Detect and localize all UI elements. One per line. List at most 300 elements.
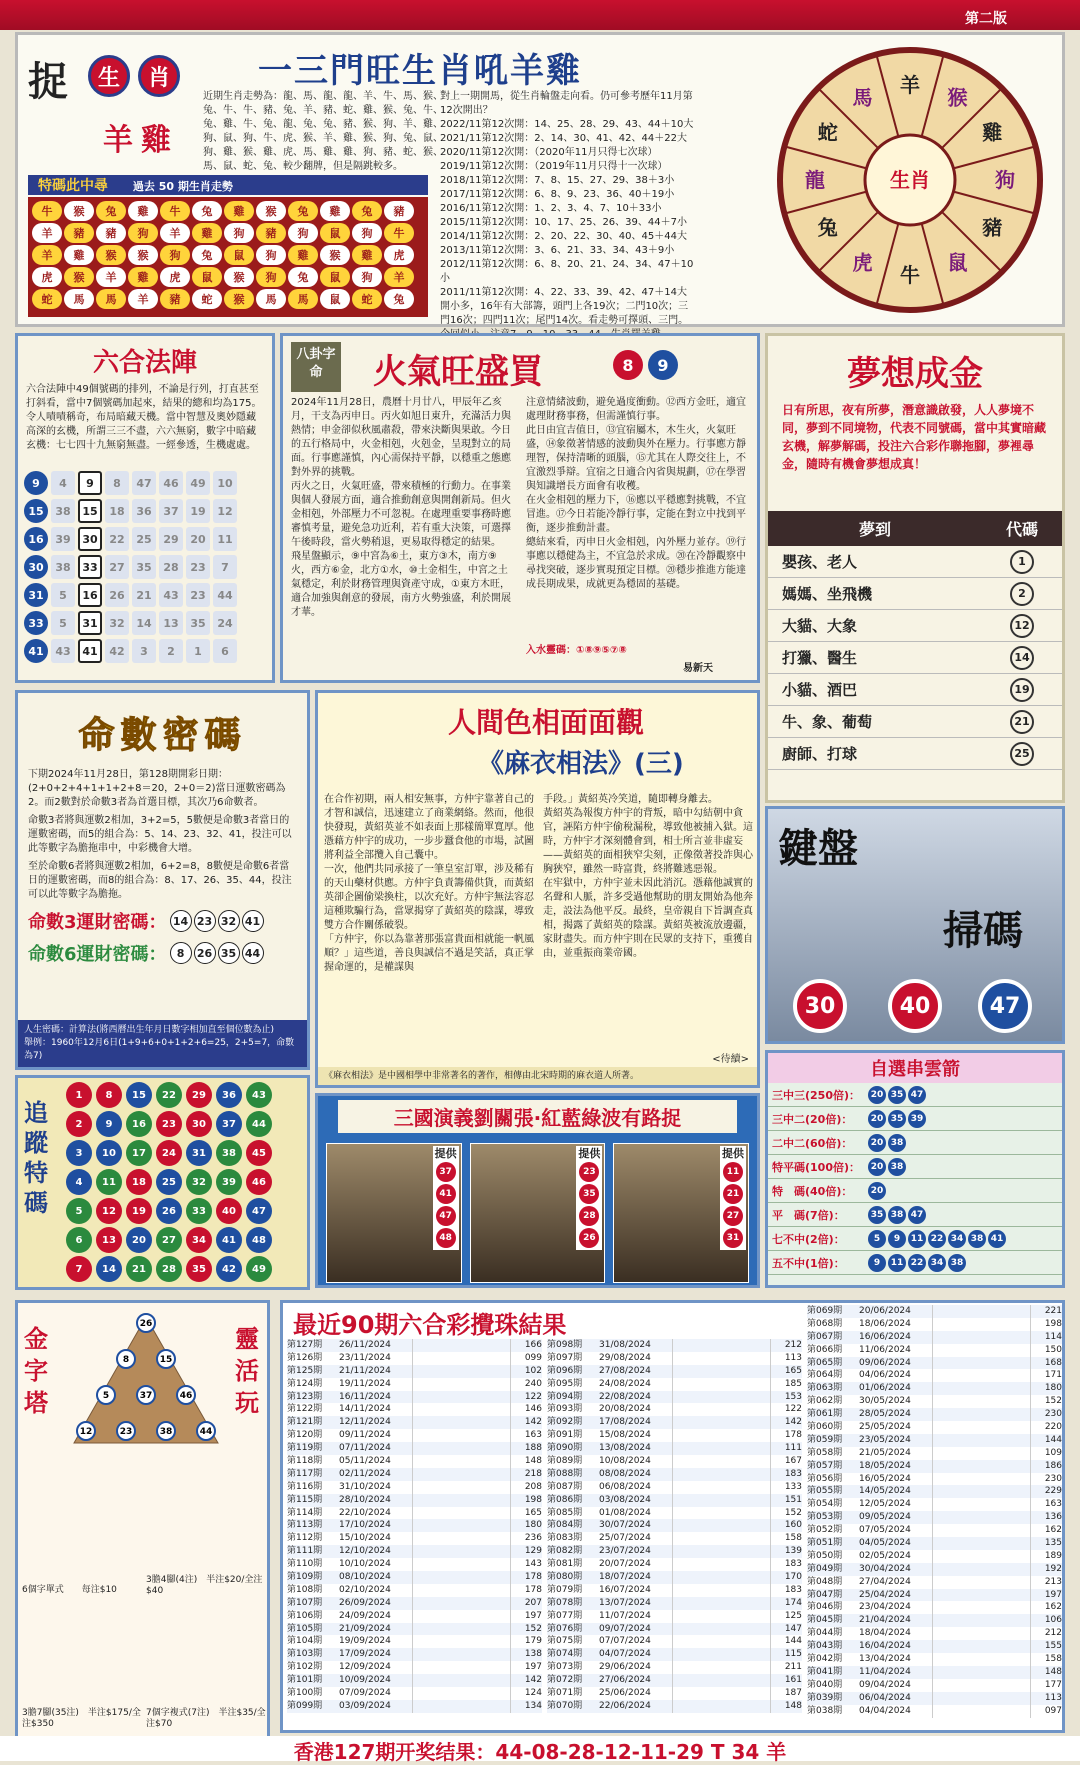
result-balls [672,1571,771,1584]
zodiac-cell: 羊 [384,267,414,287]
zodiac-cell: 蛇 [192,289,222,309]
result-sum: 124 [524,1688,542,1699]
chuan-ball: 20 [868,1086,886,1104]
sanguo-side [433,1146,459,1250]
result-date: 11/06/2024 [859,1344,911,1355]
result-row [547,1519,802,1532]
result-sum: 174 [784,1597,802,1608]
result-date: 02/10/2024 [339,1584,391,1595]
dream-row [768,546,1062,578]
dream-code: 12 [1010,614,1034,638]
result-sum: 144 [1044,1434,1062,1445]
result-balls [672,1339,771,1352]
face-subtitle: 《麻衣相法》(三) [478,749,684,779]
liuhe-cell: 9 [24,471,48,495]
result-period: 第044期 [807,1628,843,1639]
result-balls [932,1576,1031,1589]
zodiac-cell: 猴 [128,245,158,265]
result-sum: 240 [524,1378,542,1389]
liuhe-cell: 13 [159,611,183,635]
result-balls [672,1674,771,1687]
liuhe-cell: 15 [24,499,48,523]
result-row [287,1597,542,1610]
zodiac-grid-row [32,223,424,243]
liuhe-grid [18,467,272,671]
history-line: 2021/11第12次開：2、14、30、41、42、44＋22大 [440,133,687,144]
tracking-row [66,1198,272,1224]
result-sum: 113 [1044,1692,1062,1703]
chuan-row [768,1131,1062,1155]
hunt-title: 特碼此中尋 [38,178,108,194]
zodiac-cell: 鼠 [320,223,350,243]
result-balls [412,1365,511,1378]
pyramid-ball-label: 23 [119,1427,133,1437]
result-balls [412,1597,511,1610]
result-date: 12/09/2024 [339,1662,391,1673]
result-balls [412,1468,511,1481]
result-balls [932,1601,1031,1614]
result-row [287,1468,542,1481]
result-balls [412,1623,511,1636]
result-balls [672,1597,771,1610]
result-sum: 179 [524,1636,542,1647]
result-balls [932,1408,1031,1421]
zodiac-cell: 雞 [128,201,158,221]
results-col-2 [547,1339,802,1713]
result-period: 第108期 [287,1584,323,1595]
result-sum: 133 [784,1481,802,1492]
liuhe-cell: 24 [213,611,237,635]
chuan-rows [768,1083,1062,1275]
chuan-ball: 38 [888,1158,906,1176]
results-col-1 [287,1339,542,1713]
result-sum: 151 [784,1494,802,1505]
result-date: 11/07/2024 [599,1610,651,1621]
result-balls [412,1532,511,1545]
dream-code-cell [982,546,1062,578]
result-date: 07/07/2024 [599,1636,651,1647]
result-date: 26/09/2024 [339,1597,391,1608]
mingshu-ball: 35 [218,942,240,964]
liuhe-cell: 49 [186,471,210,495]
result-sum: 138 [524,1649,542,1660]
result-period: 第089期 [547,1456,583,1467]
result-date: 20/08/2024 [599,1404,651,1415]
result-balls [412,1403,511,1416]
result-row [807,1305,1062,1318]
logo-pair: 羊雞 [103,123,179,158]
result-sum: 192 [1044,1563,1062,1574]
chuan-ball: 35 [868,1206,886,1224]
wheel-label: 龍 [805,168,825,192]
result-balls [412,1610,511,1623]
liuhe-cell: 7 [213,555,237,579]
result-period: 第115期 [287,1494,323,1505]
dream-code: 21 [1010,710,1034,734]
result-period: 第049期 [807,1563,843,1574]
chuan-label: 二中二(60倍)： [772,1136,853,1150]
result-date: 18/05/2024 [859,1460,911,1471]
result-sum: 183 [784,1584,802,1595]
result-sum: 153 [784,1391,802,1402]
result-balls [412,1635,511,1648]
dream-code-cell [982,706,1062,738]
result-sum: 197 [524,1662,542,1673]
result-period: 第103期 [287,1649,323,1660]
result-date: 04/05/2024 [859,1538,911,1549]
result-balls [412,1481,511,1494]
liuhe-cell: 42 [105,639,129,663]
result-sum: 115 [784,1649,802,1660]
liuhe-cell: 47 [132,471,156,495]
liuhe-cell: 44 [213,583,237,607]
result-date: 01/08/2024 [599,1507,651,1518]
result-balls [932,1589,1031,1602]
fire-panel [280,333,760,683]
result-balls [412,1584,511,1597]
result-date: 13/08/2024 [599,1443,651,1454]
result-date: 24/08/2024 [599,1378,651,1389]
tracking-ball: 13 [96,1227,122,1253]
pyramid-ball-label: 46 [179,1391,193,1401]
result-row [807,1705,1062,1718]
result-sum: 207 [524,1597,542,1608]
result-sum: 220 [1044,1422,1062,1433]
result-date: 27/08/2024 [599,1365,651,1376]
history-intro: 對上一期開馬，從生肖輪盤走向看。仍可參考歷年11月第12次開出？ [440,91,693,116]
zodiac-cell: 兔 [288,267,318,287]
sanguo-card [470,1143,606,1283]
result-sum: 211 [784,1662,802,1673]
result-period: 第085期 [547,1507,583,1518]
result-date: 30/05/2024 [859,1396,911,1407]
dream-code: 25 [1010,742,1034,766]
fire-badge: 八卦字命 [291,342,341,392]
tracking-ball: 14 [96,1256,122,1282]
liuhe-cell: 41 [78,639,102,663]
result-balls [672,1352,771,1365]
result-date: 15/08/2024 [599,1430,651,1441]
result-balls [412,1494,511,1507]
result-sum: 177 [1044,1679,1062,1690]
hunt-header [28,175,428,195]
result-date: 07/09/2024 [339,1688,391,1699]
tracking-row [66,1140,272,1166]
result-sum: 152 [784,1507,802,1518]
result-period: 第117期 [287,1468,323,1479]
result-date: 21/05/2024 [859,1447,911,1458]
result-row [547,1610,802,1623]
result-balls [412,1442,511,1455]
tracking-ball: 38 [216,1140,242,1166]
result-sum: 178 [524,1572,542,1583]
result-date: 10/08/2024 [599,1456,651,1467]
keyboard-title-1: 鍵盤 [778,826,858,872]
result-row [547,1416,802,1429]
result-period: 第081期 [547,1559,583,1570]
result-period: 第071期 [547,1688,583,1699]
tracking-ball: 5 [66,1198,92,1224]
fire-author: 易新天 [683,663,713,674]
zodiac-cell: 猴 [64,201,94,221]
sanguo-label: 提供 [434,1147,457,1160]
sanguo-columns [318,1137,757,1289]
tracking-ball: 20 [126,1227,152,1253]
zodiac-cell: 豬 [96,223,126,243]
result-balls [932,1563,1031,1576]
result-date: 26/11/2024 [339,1340,391,1350]
zodiac-cell: 狗 [352,223,382,243]
sanguo-ball: 31 [723,1228,743,1248]
result-date: 12/05/2024 [859,1499,911,1510]
chuan-balls [868,1158,906,1176]
tracking-ball: 35 [186,1256,212,1282]
logo-char-1: 捉 [28,59,68,105]
sanguo-label: 提供 [722,1147,745,1160]
chuan-ball: 20 [868,1134,886,1152]
liuhe-cell: 31 [24,583,48,607]
result-row [287,1571,542,1584]
result-period: 第048期 [807,1576,843,1587]
result-balls [672,1700,771,1713]
result-period: 第116期 [287,1481,323,1492]
dream-code-cell [982,578,1062,610]
result-row [287,1507,542,1520]
result-period: 第101期 [287,1675,323,1686]
result-row [287,1442,542,1455]
zodiac-cell: 虎 [160,267,190,287]
result-period: 第126期 [287,1352,323,1363]
main-pyramid [66,1311,226,1451]
zodiac-cell: 蛇 [352,289,382,309]
dream-code: 14 [1010,646,1034,670]
dream-text: 日有所思，夜有所夢，潛意識啟發，人人夢境不同，夢到不同境物，代表不同號碼，當中其實暗藏玄機，解夢解碼，投注六合彩作聯拖腳，夢裡尋金，隨時有機會夢想成真！ [782,403,1047,471]
result-date: 24/09/2024 [339,1610,391,1621]
chuan-label: 三中三(250倍)： [772,1088,861,1102]
chuan-ball: 38 [948,1254,966,1272]
hunt-sub: 過去 50 期生肖走勢 [132,180,233,193]
result-date: 22/10/2024 [339,1507,391,1518]
sanguo-ball: 11 [723,1162,743,1182]
result-balls [412,1519,511,1532]
result-sum: 122 [524,1391,542,1402]
result-sum: 148 [524,1456,542,1467]
result-row [287,1481,542,1494]
result-sum: 102 [524,1365,542,1376]
dream-code-cell [982,738,1062,770]
result-sum: 161 [784,1675,802,1686]
mingshu-l1: 命數3運財密碼： [28,912,167,933]
result-sum: 165 [524,1507,542,1518]
result-sum: 144 [784,1636,802,1647]
result-row [807,1550,1062,1563]
result-sum: 143 [524,1559,542,1570]
result-row [547,1687,802,1700]
tracking-row [66,1111,272,1137]
chuan-ball: 47 [908,1206,926,1224]
result-sum: 189 [1044,1550,1062,1561]
result-date: 16/04/2024 [859,1641,911,1652]
result-row [547,1481,802,1494]
sanguo-label: 提供 [578,1147,601,1160]
result-date: 06/04/2024 [859,1692,911,1703]
zodiac-cell: 牛 [32,201,62,221]
pyramid-ball-label: 12 [79,1427,93,1437]
tracking-ball: 34 [186,1227,212,1253]
result-balls [412,1571,511,1584]
chuan-label: 平 碼(7倍)： [772,1208,845,1222]
footer-bar [0,1736,1080,1764]
zodiac-cell: 雞 [352,245,382,265]
result-balls [412,1429,511,1442]
result-row [547,1494,802,1507]
mingshu-ball: 41 [242,910,264,932]
result-date: 16/05/2024 [859,1473,911,1484]
chuan-row [768,1251,1062,1275]
result-balls [932,1679,1031,1692]
chuan-ball: 11 [908,1230,926,1248]
result-sum: 114 [1044,1331,1062,1342]
result-date: 19/09/2024 [339,1636,391,1647]
result-sum: 148 [784,1700,802,1711]
result-balls [932,1485,1031,1498]
result-period: 第040期 [807,1679,843,1690]
liuhe-cell: 5 [51,583,75,607]
result-balls [672,1648,771,1661]
liuhe-row [24,611,266,635]
result-row [287,1429,542,1442]
dream-table [768,511,1062,770]
result-date: 02/11/2024 [339,1468,391,1479]
result-period: 第096期 [547,1365,583,1376]
result-balls [412,1455,511,1468]
dream-text: 嬰孩、老人 [782,553,858,571]
result-balls [932,1550,1031,1563]
zodiac-cell: 猴 [224,267,254,287]
wheel-label: 兔 [817,215,838,240]
top-strip [0,0,1080,30]
tracking-ball: 22 [156,1082,182,1108]
zodiac-title: 一三門旺生肖吼羊雞 [258,51,582,91]
result-row [287,1391,542,1404]
result-sum: 212 [784,1340,802,1350]
result-row [547,1507,802,1520]
result-period: 第055期 [807,1486,843,1497]
result-row [807,1395,1062,1408]
tracking-ball: 42 [216,1256,242,1282]
zodiac-cell: 馬 [256,289,286,309]
result-row [547,1532,802,1545]
result-period: 第088期 [547,1468,583,1479]
tracking-ball: 9 [96,1111,122,1137]
chuan-ball: 35 [888,1110,906,1128]
zodiac-cell: 兔 [192,245,222,265]
result-row [807,1679,1062,1692]
result-sum: 163 [524,1430,542,1441]
chuan-balls [868,1086,926,1104]
result-row [547,1623,802,1636]
zodiac-cell: 雞 [224,201,254,221]
result-period: 第087期 [547,1481,583,1492]
result-date: 31/10/2024 [339,1481,391,1492]
zodiac-cell: 馬 [64,289,94,309]
result-sum: 170 [784,1572,802,1583]
zodiac-cell: 羊 [32,223,62,243]
result-period: 第060期 [807,1422,843,1433]
result-balls [672,1365,771,1378]
tracking-ball: 11 [96,1169,122,1195]
result-sum: 187 [784,1688,802,1699]
pyramid-ball-label: 8 [122,1355,130,1365]
dream-text: 小貓、酒巴 [782,681,858,699]
chuan-row [768,1083,1062,1107]
result-row [547,1429,802,1442]
result-balls [932,1382,1031,1395]
result-row [807,1344,1062,1357]
result-sum: 230 [1044,1409,1062,1420]
result-period: 第095期 [547,1378,583,1389]
mingshu-ball: 26 [194,942,216,964]
sanguo-side [576,1146,602,1250]
pyramid-caption-1: 6個字單式 每注$10 [22,1585,117,1595]
zodiac-cell: 豬 [160,289,190,309]
liuhe-cell: 3 [132,639,156,663]
result-row [287,1416,542,1429]
result-sum: 146 [524,1404,542,1415]
tracking-panel [15,1075,310,1290]
result-balls [932,1344,1031,1357]
result-date: 31/08/2024 [599,1340,651,1350]
result-period: 第061期 [807,1409,843,1420]
result-balls [412,1339,511,1352]
result-row [547,1661,802,1674]
pyramid-panel [15,1300,270,1740]
zodiac-cell: 羊 [96,267,126,287]
chuan-panel [765,1050,1065,1288]
result-date: 11/04/2024 [859,1666,911,1677]
chuan-ball: 22 [908,1254,926,1272]
zodiac-logo [28,45,198,165]
zodiac-cell: 狗 [256,245,286,265]
dream-row [768,610,1062,642]
result-row [547,1635,802,1648]
result-date: 17/08/2024 [599,1417,651,1428]
footer-result: 香港127期开奖结果：44-08-28-12-11-29 T 34 羊 [293,1740,787,1764]
sanguo-ball: 48 [436,1228,456,1248]
result-date: 27/06/2024 [599,1675,651,1686]
result-period: 第123期 [287,1391,323,1402]
trend-text: 近期生肖走勢為：龍、馬、龍、龍、羊、牛、馬、猴、兔、牛、牛、豬、兔、羊、豬、蛇、雞、猴、兔、牛、兔、雞、牛、兔、龍、兔、兔、豬、猴、狗、羊、雞、狗、鼠、狗、牛、虎、猴、羊、雞、猴、狗、兔、鼠、狗、雞、猴、雞、虎、馬、雞、雞、狗、豬、蛇、猴、馬、鼠、蛇、兔、較少翻牌，但是隔跳較多。 [203,91,443,172]
result-balls [672,1391,771,1404]
history-line: 2019/11第12次開：（2019年11月只得十一次球） [440,161,668,172]
result-row [547,1674,802,1687]
history-lines [440,118,695,300]
pyramid-ball-label: 15 [159,1355,173,1365]
result-sum: 106 [1044,1615,1062,1626]
result-date: 23/04/2024 [859,1602,911,1613]
chuan-balls [868,1182,886,1200]
sanguo-ball: 35 [579,1184,599,1204]
dream-row [768,642,1062,674]
result-period: 第045期 [807,1615,843,1626]
zodiac-grid-row [32,289,424,309]
liuhe-cell: 9 [78,471,102,495]
fire-num-2: 9 [648,350,678,380]
result-row [807,1434,1062,1447]
liuhe-cell: 5 [51,611,75,635]
result-sum: 183 [784,1468,802,1479]
result-balls [932,1434,1031,1447]
